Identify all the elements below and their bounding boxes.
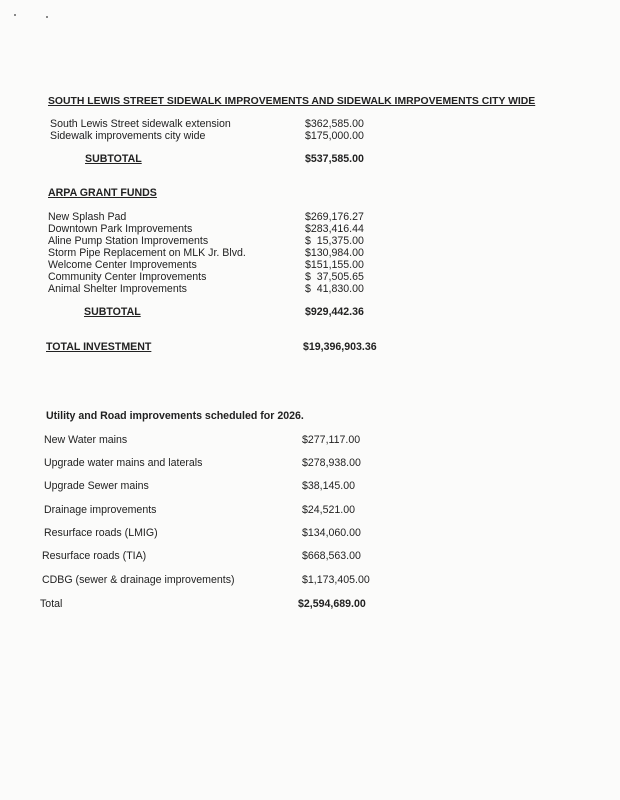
line-item-amount: $278,938.00: [302, 457, 361, 469]
total-investment-label: TOTAL INVESTMENT: [46, 341, 152, 353]
line-item-label: Drainage improvements: [44, 504, 157, 516]
line-item-label: Storm Pipe Replacement on MLK Jr. Blvd.: [48, 247, 246, 259]
line-item-amount: $283,416.44: [305, 223, 364, 235]
total-investment-amount: $19,396,903.36: [303, 341, 377, 353]
line-item-amount: $134,060.00: [302, 527, 361, 539]
scan-speck: [14, 14, 16, 16]
line-item-label: Resurface roads (TIA): [42, 550, 147, 562]
line-item-label: Animal Shelter Improvements: [48, 283, 187, 295]
line-item-amount: $24,521.00: [302, 504, 356, 516]
scan-speck: [46, 16, 48, 18]
subtotal-label: SUBTOTAL: [84, 306, 141, 318]
total-amount: $2,594,689.00: [298, 598, 366, 610]
line-item-amount: $ 37,505.65: [305, 271, 364, 283]
line-item-amount: $362,585.00: [305, 118, 364, 130]
line-item-amount: $151,155.00: [305, 259, 364, 271]
line-item-label: South Lewis Street sidewalk extension: [50, 118, 231, 130]
line-item-label: New Splash Pad: [48, 211, 127, 223]
line-item-label: CDBG (sewer & drainage improvements): [42, 574, 235, 586]
line-item-label: Upgrade Sewer mains: [44, 480, 149, 492]
line-item-amount: $668,563.00: [302, 550, 361, 562]
line-item-label: New Water mains: [44, 434, 128, 446]
line-item-amount: $175,000.00: [305, 130, 364, 142]
line-item-amount: $ 41,830.00: [305, 283, 364, 295]
line-item-label: Upgrade water mains and laterals: [44, 457, 203, 469]
line-item-amount: $130,984.00: [305, 247, 364, 259]
section3-heading: Utility and Road improvements scheduled for 2026.: [46, 410, 304, 422]
line-item-label: Community Center Improvements: [48, 271, 207, 283]
line-item-label: Resurface roads (LMIG): [44, 527, 158, 539]
section1-heading: SOUTH LEWIS STREET SIDEWALK IMPROVEMENTS AND SIDEWALK IMRPOVEMENTS CITY WIDE: [48, 96, 536, 107]
line-item-amount: $269,176.27: [305, 211, 364, 223]
section2-heading: ARPA GRANT FUNDS: [48, 187, 157, 199]
line-item-label: Sidewalk improvements city wide: [50, 130, 206, 142]
line-item-amount: $1,173,405.00: [302, 574, 370, 586]
line-item-label: Downtown Park Improvements: [48, 223, 193, 235]
line-item-amount: $38,145.00: [302, 480, 356, 492]
subtotal-amount: $929,442.36: [305, 306, 364, 318]
subtotal-amount: $537,585.00: [305, 153, 364, 165]
line-item-amount: $277,117.00: [302, 434, 361, 446]
line-item-label: Aline Pump Station Improvements: [48, 235, 209, 247]
line-item-label: Welcome Center Improvements: [48, 259, 197, 271]
total-label: Total: [40, 598, 63, 610]
line-item-amount: $ 15,375.00: [305, 235, 364, 247]
subtotal-label: SUBTOTAL: [85, 153, 142, 165]
